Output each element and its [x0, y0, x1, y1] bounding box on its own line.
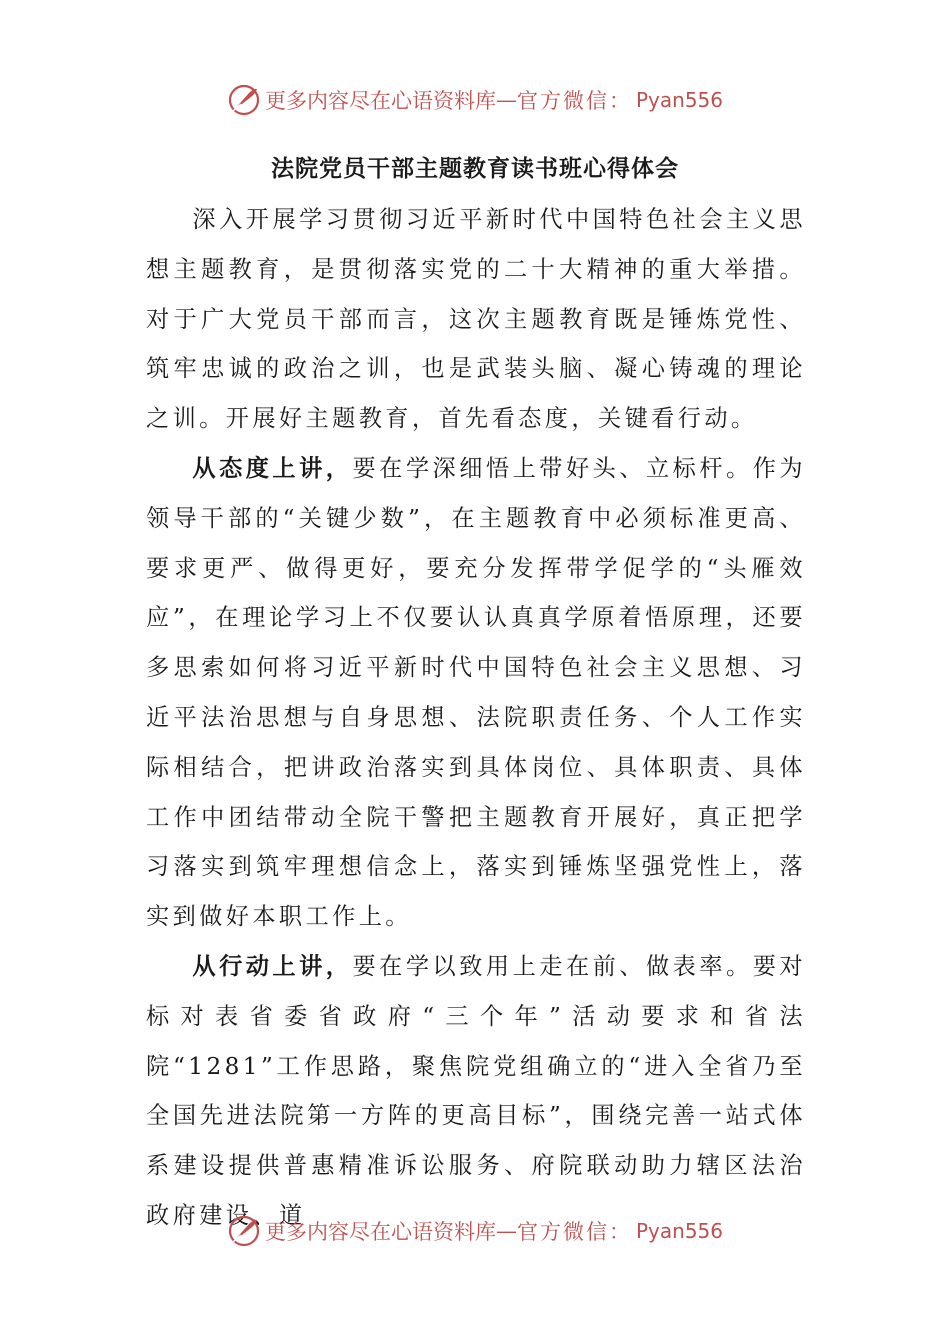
quill-pen-logo-icon — [227, 83, 261, 117]
banner-wechat-id: Pyan556 — [635, 1219, 723, 1243]
paragraph-action — [146, 942, 806, 1241]
banner-wechat-label: 官方微信： — [516, 89, 632, 113]
paragraph-attitude — [146, 444, 806, 942]
paragraph-text: 要在学以致用上走在前、做表率。要对标对表省委省政府“三个年”活动要求和省法院“1281”工作思路，聚焦院党组确立的“进入全省乃至全国先进法院第一方阵的更高目标”，围绕完善一站式体系建设提供普惠精准诉讼服务、府院联动助力辖区法治政府建设、道 — [146, 952, 806, 1229]
paragraph-intro — [146, 195, 806, 444]
paragraph-lead: 从态度上讲， — [192, 454, 353, 482]
paragraph-lead: 从行动上讲， — [192, 952, 353, 980]
banner-separator: — — [495, 1219, 517, 1243]
banner-brand-text: 更多内容尽在心语资料库 — [264, 1220, 496, 1244]
banner-brand-text: 更多内容尽在心语资料库 — [264, 89, 496, 113]
footer-watermark-banner — [0, 1211, 950, 1251]
paragraph-text: 深入开展学习贯彻习近平新时代中国特色社会主义思想主题教育，是贯彻落实党的二十大精神的重大举措。对于广大党员干部而言，这次主题教育既是锤炼党性、筑牢忠诚的政治之训，也是武装头脑、凝心铸魂的理论之训。开展好主题教育，首先看态度，关键看行动。 — [146, 206, 806, 433]
banner-wechat-id: Pyan556 — [635, 88, 723, 112]
paragraph-text: 要在学深细悟上带好头、立标杆。作为领导干部的“关键少数”，在主题教育中必须标准更高、要求更严、做得更好，要充分发挥带学促学的“头雁效应”，在理论学习上不仅要认认真真学原着悟原理，还要多思索如何将习近平新时代中国特色社会主义思想、习近平法治思想与自身思想、法院职责任务、个人工作实际相结合，把讲政治落实到具体岗位、具体职责、具体工作中团结带动全院干警把主题教育开展好，真正把学习落实到筑牢理想信念上，落实到锤炼坚强党性上，落实到做好本职工作上。 — [146, 454, 806, 931]
document-body — [146, 195, 806, 1241]
document-title: 法院党员干部主题教育读书班心得体会 — [271, 156, 679, 182]
quill-pen-logo-icon — [227, 1214, 261, 1248]
banner-separator: — — [495, 88, 517, 112]
header-watermark-banner — [0, 80, 950, 120]
banner-wechat-label: 官方微信： — [516, 1220, 632, 1244]
